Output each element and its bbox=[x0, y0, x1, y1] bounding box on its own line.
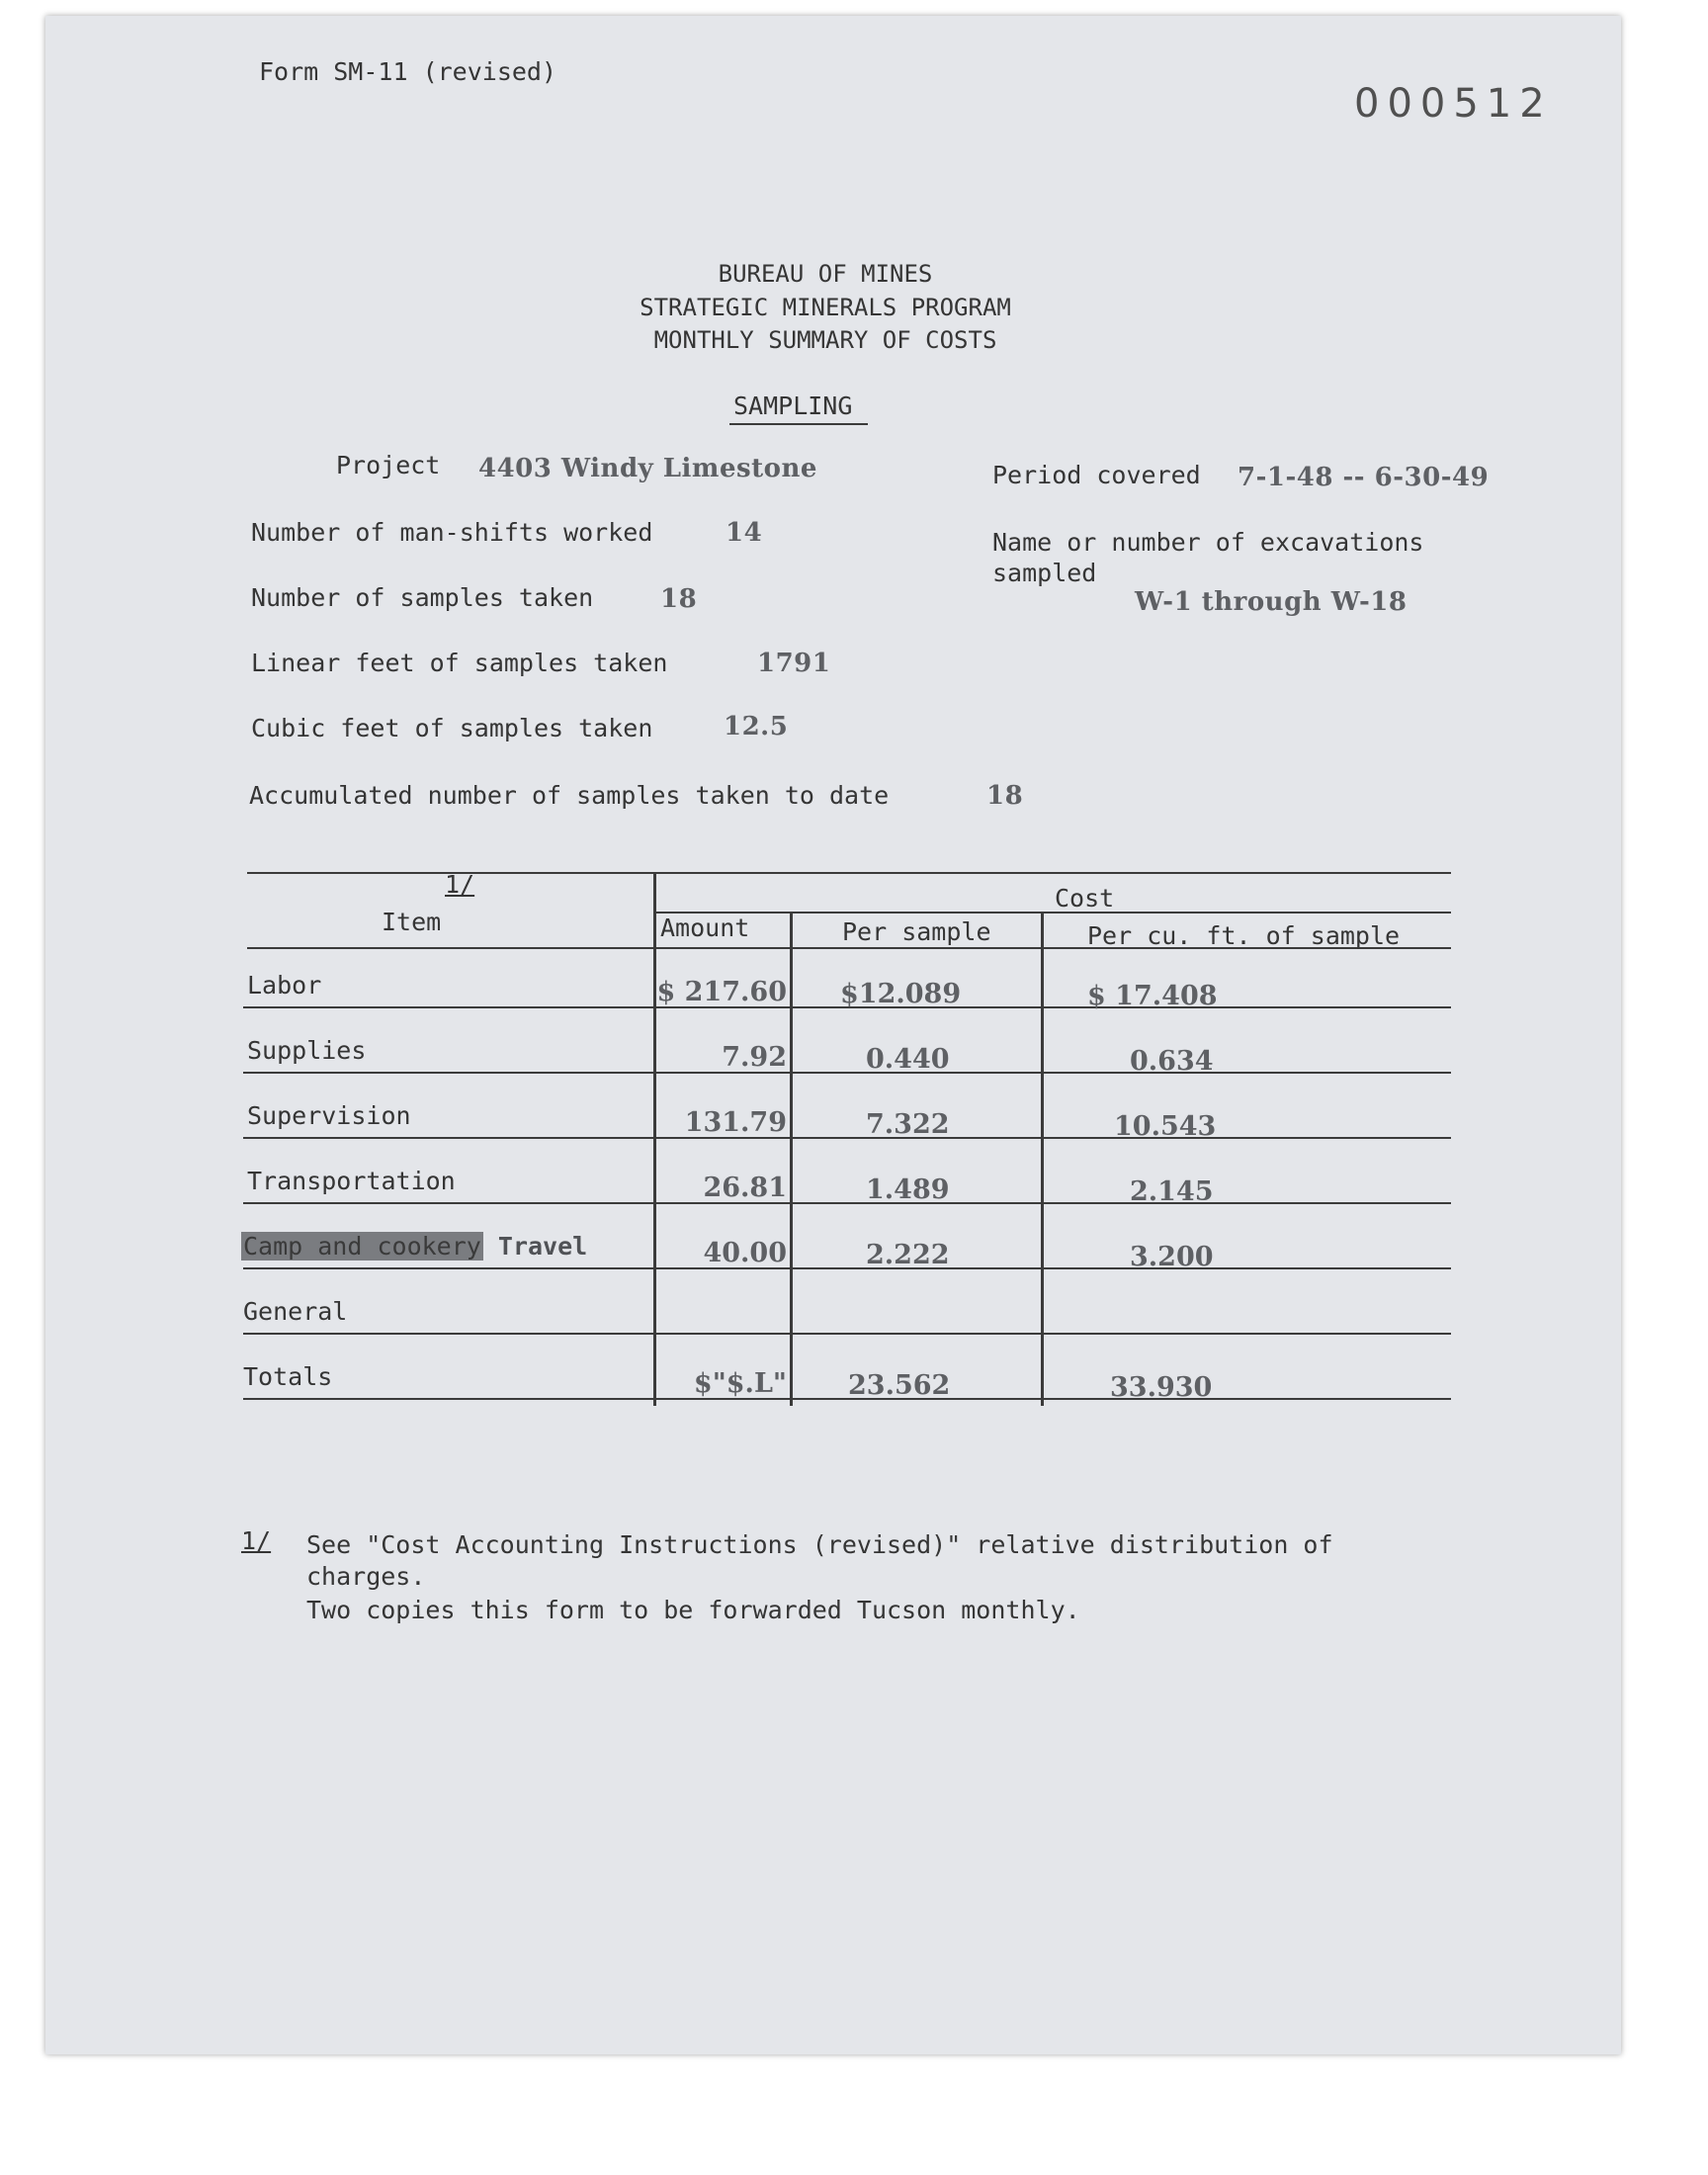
table-cell-amount: 7.92 bbox=[722, 1042, 787, 1073]
table-row-item: General bbox=[243, 1297, 348, 1326]
excavations-value: W-1 through W-18 bbox=[1135, 587, 1408, 617]
footnote-line-1: See "Cost Accounting Instructions (revised)" relative distribution of bbox=[306, 1530, 1333, 1559]
table-row-item bbox=[241, 1232, 587, 1261]
row-rule bbox=[243, 1072, 1451, 1074]
table-row-item: Supervision bbox=[247, 1101, 411, 1130]
form-id: Form SM-11 (revised) bbox=[259, 57, 557, 86]
struck-item-text: Camp and cookery bbox=[243, 1232, 481, 1261]
form-page bbox=[45, 16, 1621, 2054]
samples-label: Number of samples taken bbox=[251, 583, 594, 612]
report-title: MONTHLY SUMMARY OF COSTS bbox=[653, 326, 997, 354]
per-cuft-header: Per cu. ft. of sample bbox=[1087, 921, 1401, 950]
table-row-item: Labor bbox=[247, 971, 322, 1000]
cubic-feet-label: Cubic feet of samples taken bbox=[251, 714, 653, 742]
per-sample-header: Per sample bbox=[842, 917, 991, 946]
stamp-number: 000512 bbox=[1354, 81, 1553, 127]
footnote-line-3: Two copies this form to be forwarded Tucson monthly. bbox=[306, 1596, 1080, 1624]
item-footnote-mark: 1/ bbox=[445, 870, 475, 899]
table-cell-per-cuft: 3.200 bbox=[1130, 1242, 1214, 1272]
table-cell-per-sample: 0.440 bbox=[866, 1044, 950, 1075]
agency-title: BUREAU OF MINES bbox=[718, 260, 933, 288]
row-rule bbox=[243, 1202, 1451, 1204]
row-rule bbox=[243, 1137, 1451, 1139]
table-cell-per-cuft: 10.543 bbox=[1114, 1111, 1217, 1142]
table-cell-amount: $"$.L" bbox=[693, 1368, 787, 1399]
table-cell-per-cuft: 33.930 bbox=[1110, 1372, 1213, 1403]
table-row-item: Totals bbox=[243, 1362, 333, 1391]
accumulated-label: Accumulated number of samples taken to date bbox=[249, 781, 890, 810]
footnote-line-2: charges. bbox=[306, 1562, 426, 1591]
table-cell-amount: 131.79 bbox=[684, 1107, 787, 1138]
table-cell-per-sample: 1.489 bbox=[866, 1174, 950, 1205]
linear-feet-label: Linear feet of samples taken bbox=[251, 649, 668, 677]
project-value: 4403 Windy Limestone bbox=[478, 454, 817, 483]
table-col-divider-2 bbox=[790, 912, 793, 1406]
period-value: 7-1-48 -- 6-30-49 bbox=[1238, 463, 1490, 492]
table-row-item-label: Travel bbox=[497, 1232, 588, 1261]
accumulated-value: 18 bbox=[986, 781, 1024, 811]
table-cell-amount: $ 217.60 bbox=[656, 977, 787, 1007]
table-cell-amount: 26.81 bbox=[703, 1173, 787, 1203]
cost-header: Cost bbox=[1055, 884, 1115, 913]
table-cell-per-sample: 23.562 bbox=[848, 1370, 951, 1401]
table-cell-amount: 40.00 bbox=[703, 1238, 787, 1268]
man-shifts-label: Number of man-shifts worked bbox=[251, 518, 653, 547]
table-cell-per-sample: 7.322 bbox=[866, 1109, 950, 1140]
table-cell-per-sample: $12.089 bbox=[840, 979, 962, 1009]
row-rule bbox=[243, 1333, 1451, 1335]
row-rule bbox=[243, 1267, 1451, 1269]
man-shifts-value: 14 bbox=[726, 518, 763, 548]
amount-header: Amount bbox=[660, 914, 750, 942]
samples-value: 18 bbox=[660, 584, 698, 614]
table-cell-per-sample: 2.222 bbox=[866, 1240, 950, 1270]
period-label: Period covered bbox=[992, 461, 1201, 489]
excavations-label: Name or number of excavations bbox=[992, 528, 1424, 557]
cubic-feet-value: 12.5 bbox=[724, 712, 789, 741]
linear-feet-value: 1791 bbox=[757, 649, 831, 678]
table-cell-per-cuft: 2.145 bbox=[1130, 1176, 1214, 1207]
table-cell-per-cuft: $ 17.408 bbox=[1087, 981, 1218, 1011]
table-col-divider-3 bbox=[1041, 912, 1044, 1406]
footnote-mark: 1/ bbox=[241, 1526, 272, 1555]
row-rule bbox=[243, 1398, 1451, 1400]
table-row-item: Transportation bbox=[247, 1167, 456, 1195]
section-title: SAMPLING bbox=[733, 392, 853, 420]
program-title: STRATEGIC MINERALS PROGRAM bbox=[640, 294, 1011, 321]
excavations-label-2: sampled bbox=[992, 559, 1097, 587]
table-col-divider-1 bbox=[653, 872, 656, 1406]
table-top-rule bbox=[247, 872, 1451, 874]
cost-header-rule bbox=[654, 912, 1451, 914]
section-underline bbox=[729, 423, 868, 425]
table-cell-per-cuft: 0.634 bbox=[1130, 1046, 1214, 1077]
table-row-item: Supplies bbox=[247, 1036, 367, 1065]
project-label: Project bbox=[336, 451, 441, 479]
item-header: Item bbox=[382, 908, 442, 936]
